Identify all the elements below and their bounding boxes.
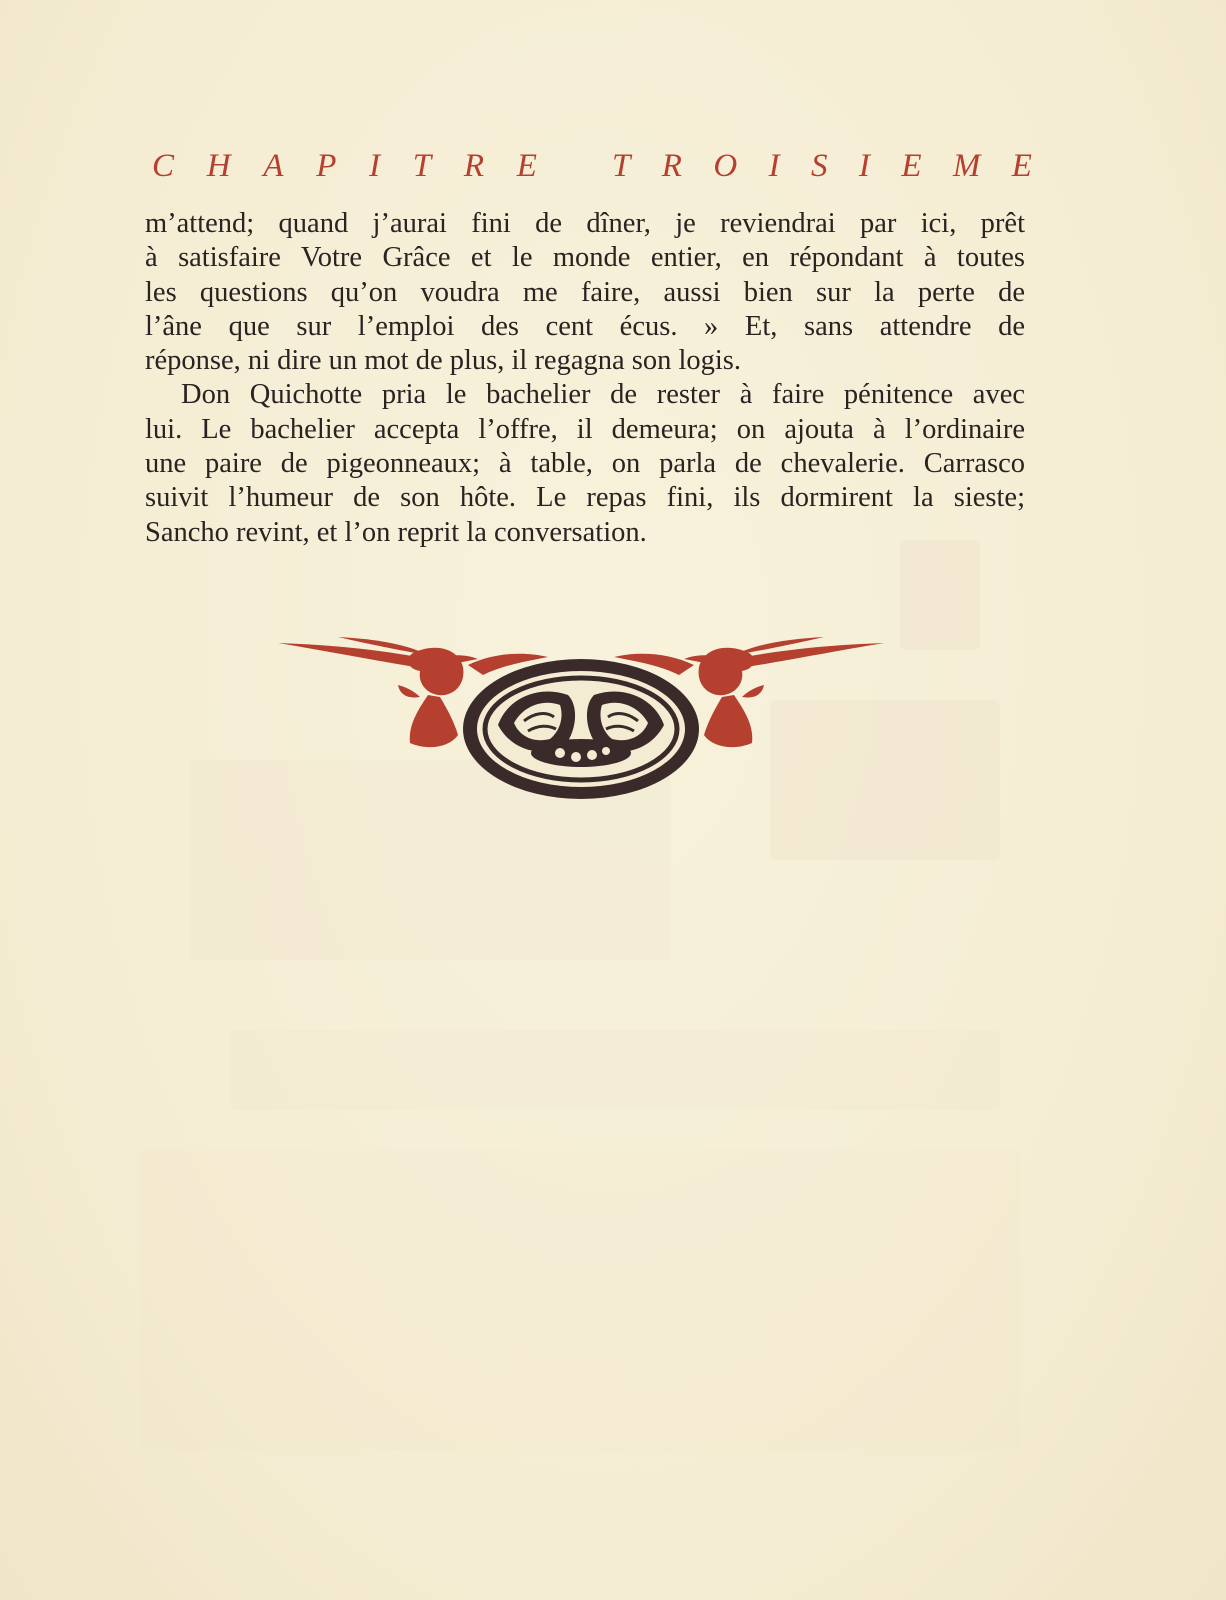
running-head-letter: R: [661, 148, 682, 184]
running-head-word-troisieme: [612, 146, 1032, 186]
running-head-letter: A: [263, 148, 284, 184]
running-head-letter: I: [858, 148, 870, 184]
running-head-letter: E: [516, 148, 537, 184]
running-head-letter: S: [811, 148, 828, 184]
running-head-letter: T: [612, 148, 631, 184]
show-through-mark: [230, 1030, 1000, 1110]
running-head-letter: E: [1011, 148, 1032, 184]
text-line: les questions qu’on voudra me faire, aussi bien sur la perte de: [145, 276, 1025, 308]
paragraph: [145, 378, 1025, 549]
text-line: une paire de pigeonneaux; à table, on parla de chevalerie. Carrasco: [145, 448, 1025, 480]
text-line: Don Quichotte pria le bachelier de rester à faire pénitence avec: [181, 379, 1025, 411]
paragraph: [145, 207, 1025, 378]
text-line: lui. Le bachelier accepta l’offre, il demeura; on ajouta à l’ordinaire: [145, 413, 1025, 445]
text-line: m’attend; quand j’aurai fini de dîner, je reviendrai par ici, prêt: [145, 208, 1025, 239]
running-head-word-chapitre: [152, 146, 537, 186]
running-head-letter: M: [952, 148, 981, 184]
show-through-mark: [140, 1150, 1020, 1450]
running-head: [152, 146, 1032, 186]
running-head-letter: R: [463, 148, 485, 184]
show-through-mark: [900, 540, 980, 650]
running-head-letter: P: [316, 148, 337, 184]
text-line: Sancho revint, et l’on reprit la conversation.: [145, 516, 647, 548]
running-head-letter: E: [901, 148, 922, 184]
running-head-letter: I: [369, 148, 381, 184]
running-head-letter: O: [713, 148, 738, 184]
running-head-letter: T: [412, 148, 432, 184]
body-text: [145, 207, 1025, 550]
running-head-letter: C: [152, 148, 175, 184]
text-line: à satisfaire Votre Grâce et le monde entier, en répondant à toutes: [145, 242, 1025, 274]
tailpiece-fleuron-icon: [278, 625, 884, 805]
text-line: réponse, ni dire un mot de plus, il regagna son logis.: [145, 345, 742, 377]
text-line: l’âne que sur l’emploi des cent écus. » Et, sans attendre de: [145, 310, 1025, 342]
text-line: suivit l’humeur de son hôte. Le repas fini, ils dormirent la sieste;: [145, 482, 1025, 514]
running-head-letter: H: [206, 148, 231, 184]
running-head-letter: I: [768, 148, 780, 184]
